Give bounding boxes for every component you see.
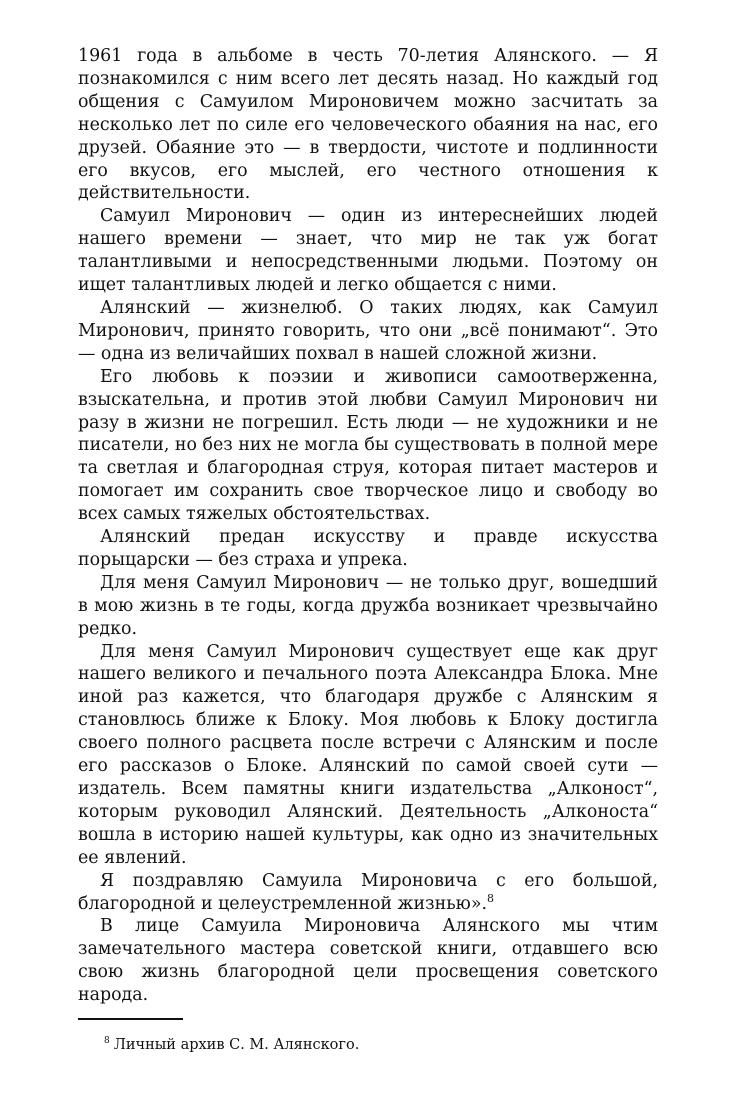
paragraph-3: Алянский — жизнелюб. О таких людях, как Самуил Миронович, принято говорить, что они „всё понимают“. Это — одна из величайших похвал в нашей сложной жизни. — [78, 297, 658, 364]
paragraph-9: В лице Самуила Мироновича Алянского мы чтим замечательного мастера советской книги, отдавшего всю свою жизнь благородной цели просвещения советского народа. — [78, 916, 658, 1006]
paragraph-2: Самуил Миронович — один из интереснейших людей нашего времени — знает, что мир не так уж богат талантливыми и непосредственными людьми. Поэтому он ищет талантливых людей и легко общается с ними. — [78, 206, 658, 296]
paragraph-8-text: Я поздравляю Самуила Мироновича с его большой, благородной и целеустремленной жизнью». — [78, 870, 658, 914]
paragraph-6: Для меня Самуил Миронович — не только друг, вошедший в мою жизнь в те годы, когда дружба возникает чрезвычайно редко. — [78, 572, 658, 639]
footnote — [78, 1036, 658, 1054]
footnote-marker: 8 — [104, 1036, 110, 1047]
paragraph-7: Для меня Самуил Миронович существует еще как друг нашего великого и печального поэта Александра Блока. Мне иной раз кажется, что благодаря дружбе с Алянским я становлюсь ближе к Блоку. Моя любовь к Блоку достигла своего полного расцвета после встречи с Алянским и после его рассказов о Блоке. Алянский по самой своей сути — издатель. Всем памятны книги издательства „Алконост“, которым руководил Алянский. Деятельность „Алконоста“ вошла в историю нашей культуры, как одно из значительных ее явлений. — [78, 641, 658, 868]
paragraph-5: Алянский предан искусству и правде искусства порыцарски — без страха и упрека. — [78, 527, 658, 570]
footnote-text: Личный архив С. М. Алянского. — [113, 1037, 360, 1054]
paragraph-1: 1961 года в альбоме в честь 70-летия Алянского. — Я познакомился с ним всего лет десять назад. Но каждый год общения с Самуилом Мироновичем можно засчитать за несколько лет по силе его человеческого обаяния на нас, его друзей. Обаяние это — в твердости, чистоте и подлинности его вкусов, его мыслей, его честного отношения к действительности. — [78, 46, 658, 204]
paragraph-8 — [78, 870, 658, 916]
footnote-reference: 8 — [487, 891, 494, 905]
paragraph-4: Его любовь к поэзии и живописи самоотверженна, взыскательна, и против этой любви Самуил Миронович ни разу в жизни не погрешил. Есть люди — не художники и не писатели, но без них не могла бы существовать в полной мере та светлая и благородная струя, которая питает мастеров и помогает им сохранить свое творческое лицо и свободу во всех самых тяжелых обстоятельствах. — [78, 366, 658, 525]
footnote-divider — [78, 1018, 183, 1020]
body-text — [78, 45, 658, 1007]
